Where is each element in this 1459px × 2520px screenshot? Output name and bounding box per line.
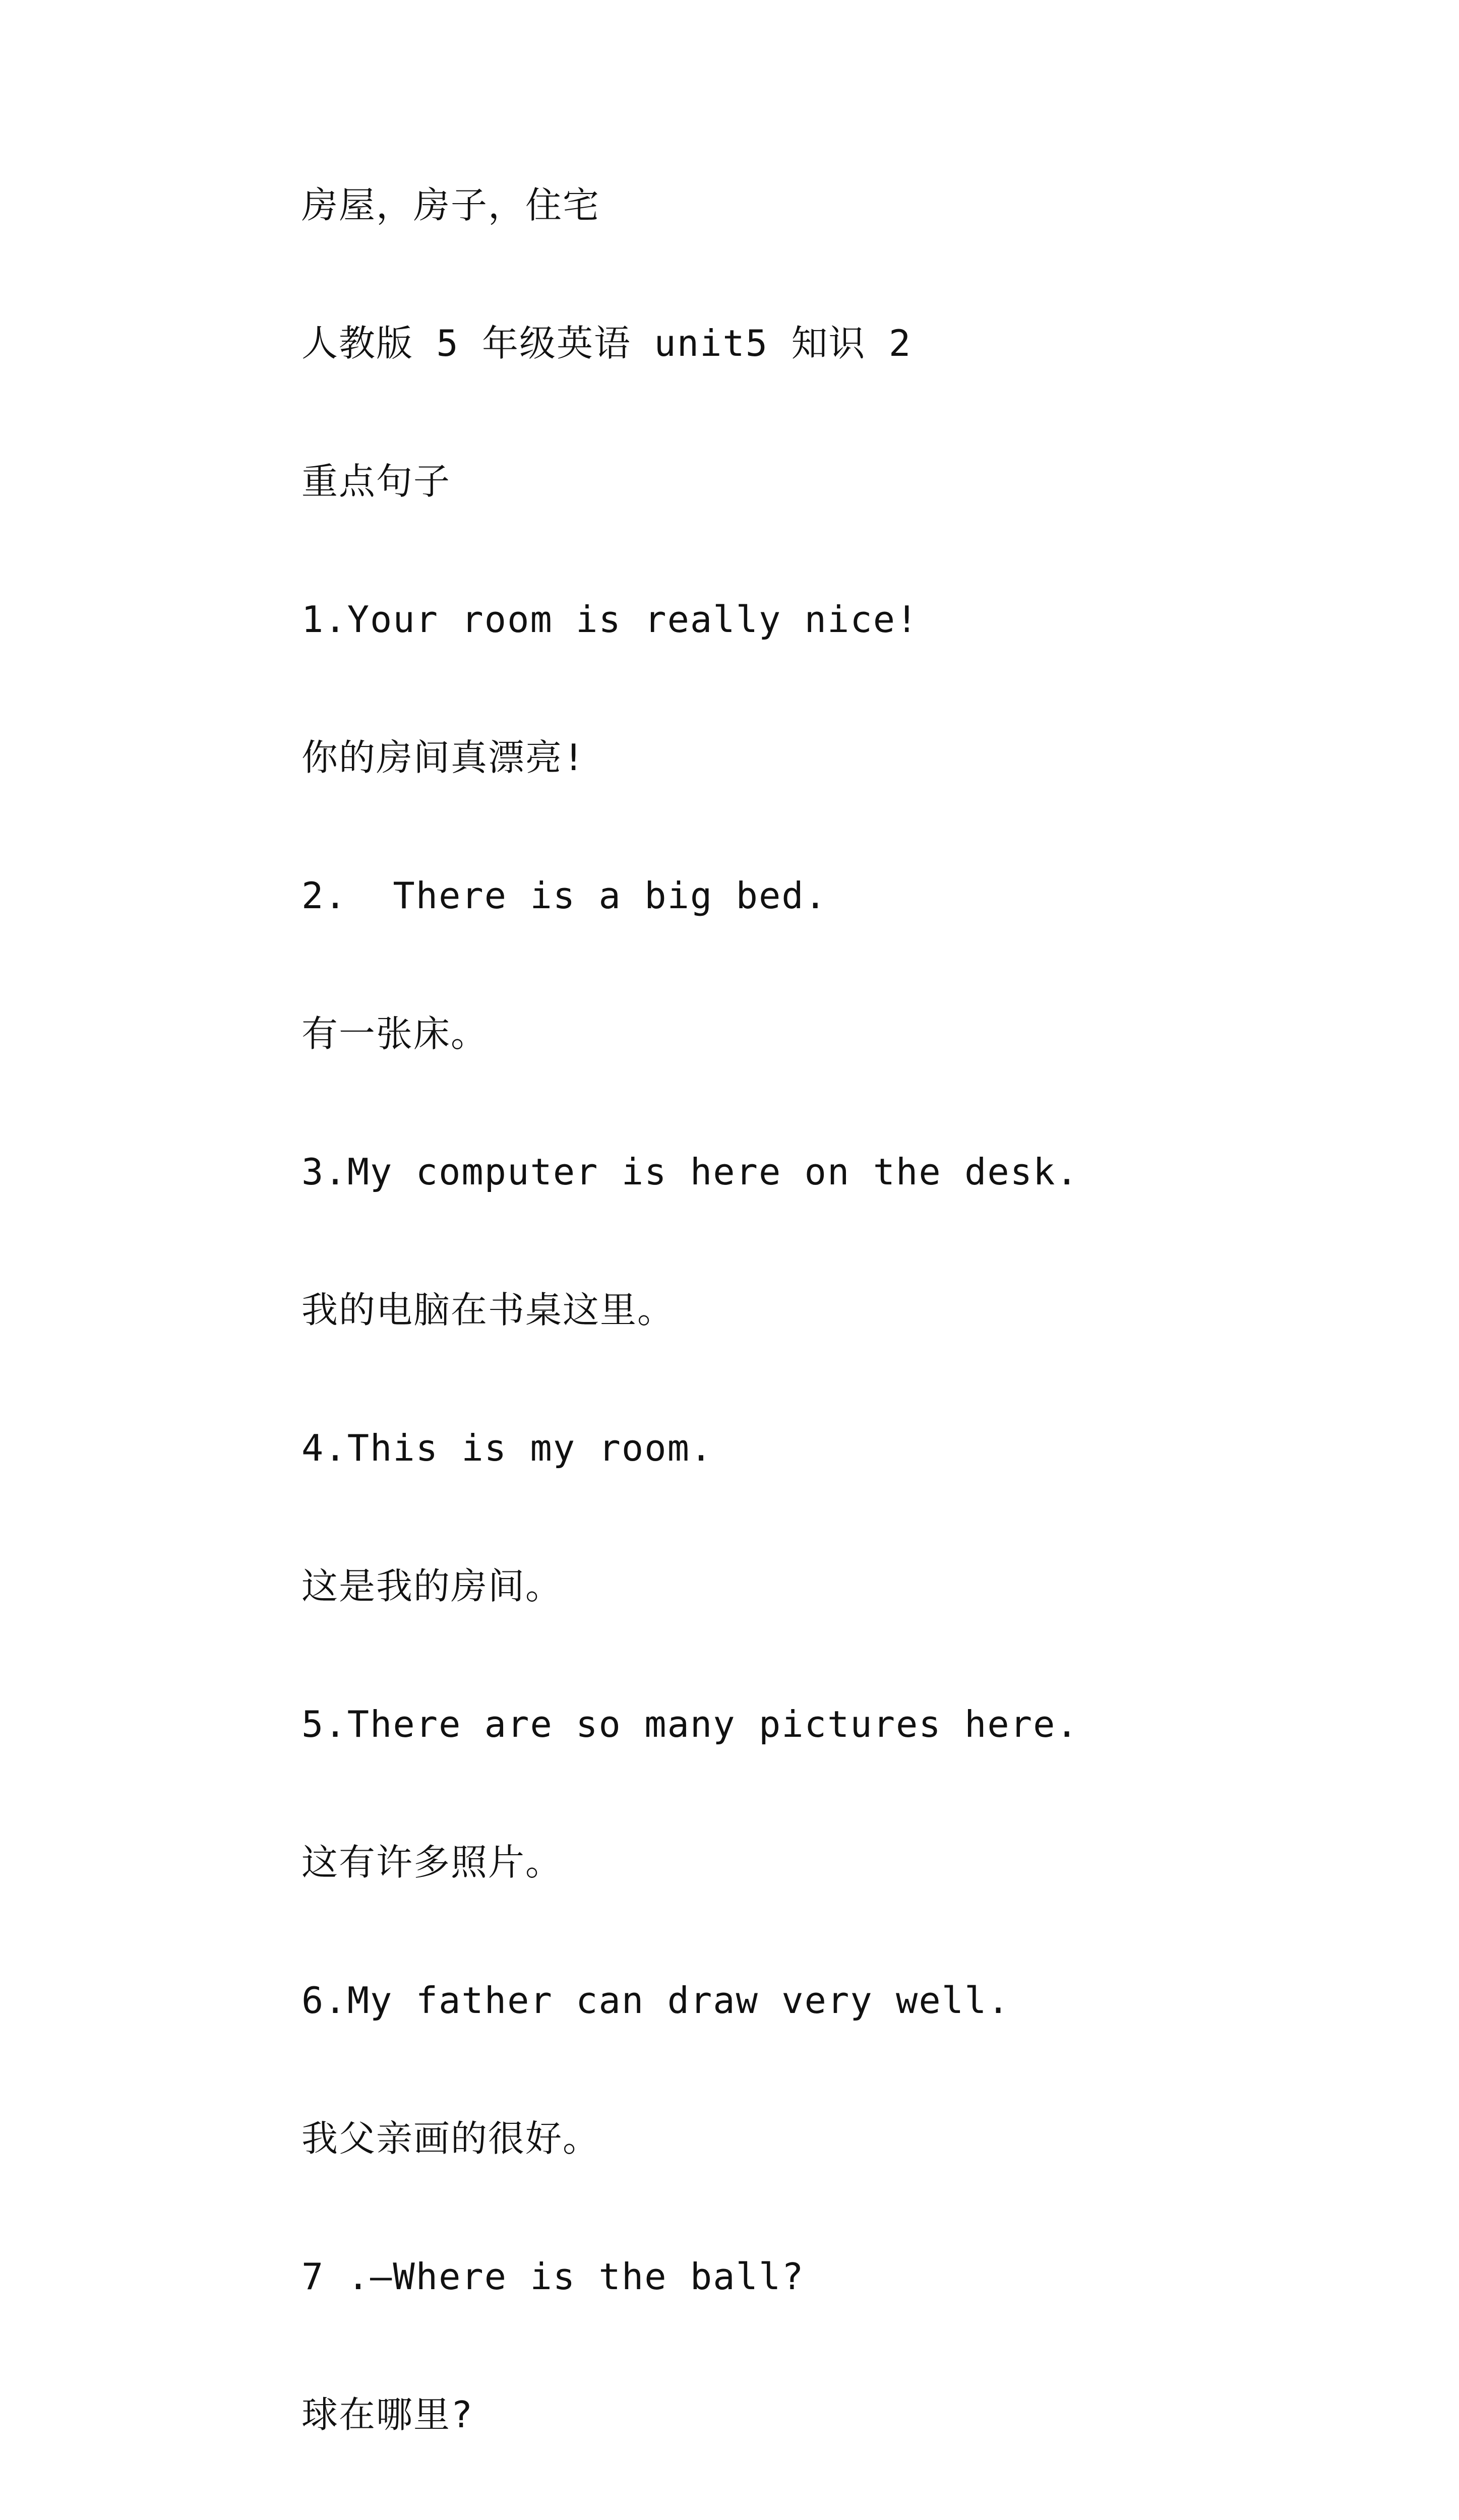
sentence-english: 7 .—Where is the ball? — [301, 2255, 805, 2298]
text-line: 房屋，房子，住宅 — [301, 184, 600, 226]
sentence-chinese: 你的房间真漂亮! — [301, 736, 586, 779]
sentence-english: 4.This is my room. — [301, 1427, 713, 1469]
section-heading: 人教版 5 年级英语 unit5 知识 2 — [301, 322, 912, 364]
sentence-chinese: 球在哪里? — [301, 2393, 474, 2436]
sentence-chinese: 有一张床。 — [301, 1013, 489, 1055]
sentence-chinese: 我的电脑在书桌这里。 — [301, 1289, 675, 1331]
sentence-chinese: 我父亲画的很好。 — [301, 2117, 600, 2160]
sentence-english: 1.Your room is really nice! — [301, 598, 919, 641]
sentence-english: 5.There are so many pictures here. — [301, 1703, 1079, 1745]
sentence-english: 3.My computer is here on the desk. — [301, 1151, 1079, 1193]
sentence-chinese: 这有许多照片。 — [301, 1841, 563, 1883]
sentence-chinese: 这是我的房间。 — [301, 1565, 563, 1607]
document-body — [301, 186, 1360, 2520]
sentence-english: 2. There is a big bed. — [301, 874, 827, 917]
sentence-english: 6.My father can draw very well. — [301, 1979, 1010, 2022]
section-subheading: 重点句子 — [301, 460, 451, 502]
